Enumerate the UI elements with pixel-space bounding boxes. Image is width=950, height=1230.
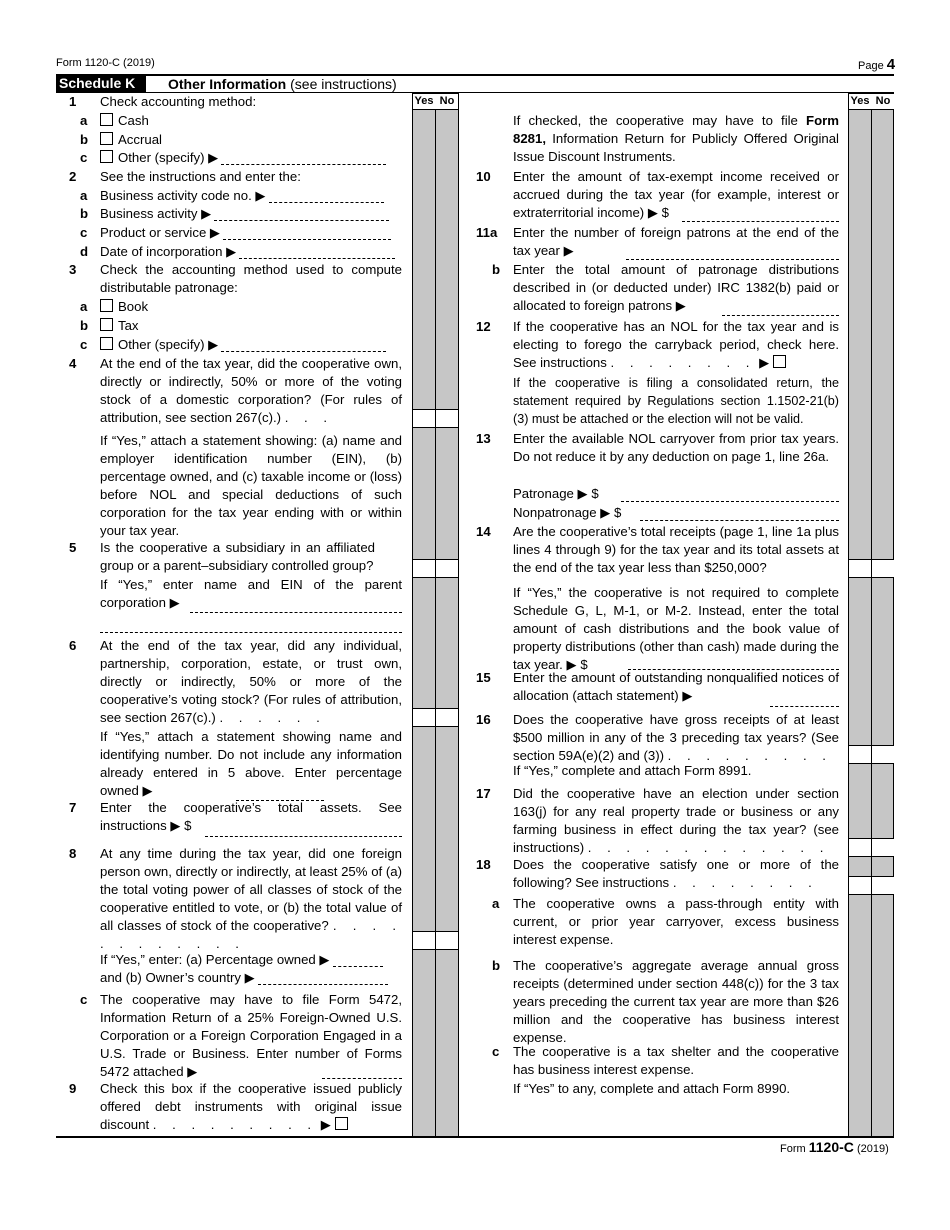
line-2b-field[interactable]	[214, 207, 389, 221]
total-assets-field[interactable]	[205, 836, 402, 837]
nonpatronage-field[interactable]	[640, 520, 839, 521]
line-3b-tax[interactable]: Tax	[100, 317, 139, 335]
line-1a-cash[interactable]: Cash	[100, 112, 149, 130]
patronage-field[interactable]	[621, 501, 839, 502]
line-9-text: Check this box if the cooperative issued publicly offered debt instruments with original issue discount . . . . . . . . . ▶	[100, 1081, 402, 1132]
parent-name-field[interactable]	[190, 612, 402, 613]
line-4-text: At the end of the tax year, did the cooperative own, directly or indirectly, 50% or more of the voting stock of a domestic corporation? (For rules of attribution, see section 267(c).) . . .	[100, 356, 402, 425]
line-11b-text: Enter the total amount of patronage distributions described in (or deducted under) IRC 1382(b) paid or allocated to foreign patrons ▶	[513, 262, 839, 313]
line-15-text: Enter the amount of outstanding nonqualified notices of allocation (attach statement) ▶	[513, 670, 839, 703]
line-8-text: At any time during the tax year, did one foreign person own, directly or indirectly, at least 25% of (a) the total voting power of all classes of stock of the cooperative entitled to vote, or (b) the total value of all classes of stock of the cooperative? . . . . . . . . . . . .	[100, 846, 402, 951]
tax-exempt-income-field[interactable]	[682, 221, 839, 222]
line-12-text: If the cooperative has an NOL for the tax year and is electing to forego the carryback period, check here. See instructions . . . . . . . . ▶	[513, 319, 839, 370]
forms-5472-count-field[interactable]	[322, 1078, 402, 1079]
line-16-text: Does the cooperative have gross receipts of at least $500 million in any of the 3 preceding tax years? (See section 59A(e)(2) and (3)) . . . . . . . . .	[513, 712, 839, 763]
schedule-tag: Schedule K	[56, 75, 146, 92]
line-4-note: If “Yes,” attach a statement showing: (a) name and employer identification number (EIN), (b) percentage owned, and (c) taxable income or (loss) before NOL and special deductions of such corporation for the tax year ending with or within your tax year.	[100, 433, 402, 538]
checkbox[interactable]	[100, 318, 113, 331]
line-2d[interactable]: Date of incorporation ▶	[100, 243, 395, 261]
line-18c-text: The cooperative is a tax shelter and the cooperative has business interest expense.	[513, 1044, 839, 1077]
left-no-header: No	[439, 95, 455, 107]
checkbox[interactable]	[100, 113, 113, 126]
line-18-text: Does the cooperative satisfy one or more of the following? See instructions . . . . . . . .	[513, 857, 839, 890]
line-13-patronage: Patronage ▶ $	[513, 486, 599, 501]
line-2c-field[interactable]	[223, 226, 391, 240]
line-18-note: If “Yes” to any, complete and attach Form 8990.	[513, 1081, 791, 1096]
line-5-text: Is the cooperative a subsidiary in an affiliated group or a parent–subsidiary controlled group?	[100, 540, 375, 573]
line-9-continuation: If checked, the cooperative may have to file Form 8281, Information Return for Publicly Offered Original Issue Discount Instruments.	[513, 113, 839, 164]
line-11a-text: Enter the number of foreign patrons at the end of the tax year ▶	[513, 225, 839, 258]
nonqualified-notices-field[interactable]	[770, 706, 839, 707]
line-1c-other[interactable]: Other (specify) ▶	[100, 149, 386, 167]
line-12-note: If the cooperative is filing a consolidated return, the statement required by Regulations section 1.1502-21(b)(3) must be attached or the election will not be valid.	[513, 376, 839, 426]
line-12-checkbox[interactable]	[773, 355, 786, 368]
line-18a-text: The cooperative owns a pass-through entity with current, or prior year carryover, excess business interest expense.	[513, 896, 839, 947]
line-17-text: Did the cooperative have an election under section 163(j) for any real property trade or business or any farming business in effect during the tax year? (see instructions) . . . . . . . . . . . . .	[513, 786, 839, 855]
right-no-header: No	[875, 95, 891, 107]
line-1-number: 1	[69, 94, 77, 109]
parent-ein-field[interactable]	[100, 632, 402, 633]
line-1c-field[interactable]	[221, 151, 386, 165]
line-18b-text: The cooperative’s aggregate average annual gross receipts (determined under section 448(c)) for the 3 tax years preceding the current tax year are more than $26 million and the cooperative has business interest expense.	[513, 958, 839, 1045]
line-9-checkbox[interactable]	[335, 1117, 348, 1130]
schedule-title: Other Information (see instructions)	[168, 76, 397, 92]
right-yes-header: Yes	[850, 95, 870, 107]
line-2a-field[interactable]	[269, 189, 384, 203]
line-3-text: Check the accounting method used to compute distributable patronage:	[100, 262, 402, 295]
line-6-text: At the end of the tax year, did any individual, partnership, corporation, estate, or trust own, directly or indirectly, 50% or more of the cooperative’s voting stock? (For rules of attribution, see section 267(c).) . . . . . .	[100, 638, 402, 725]
line-2a[interactable]: Business activity code no. ▶	[100, 187, 384, 205]
line-1b-accrual[interactable]: Accrual	[100, 131, 162, 149]
checkbox[interactable]	[100, 150, 113, 163]
line-8c-text: The cooperative may have to file Form 5472, Information Return of a 25% Foreign-Owned U.S. Corporation or a Foreign Corporation Engaged in a U.S. Trade or Business. Enter number of Forms 5472 attached ▶	[100, 992, 402, 1079]
owner-country-field[interactable]	[258, 971, 388, 985]
line-2b[interactable]: Business activity ▶	[100, 205, 389, 223]
checkbox[interactable]	[100, 337, 113, 350]
line-6-note: If “Yes,” attach a statement showing name and identifying number. Do not include any information already entered in 5 above. Enter percentage owned ▶	[100, 729, 402, 798]
page-number: Page 4	[858, 56, 896, 73]
line-2-text: See the instructions and enter the:	[100, 169, 301, 184]
checkbox[interactable]	[100, 299, 113, 312]
form-id-header: Form 1120-C (2019)	[56, 57, 155, 69]
line-1-text: Check accounting method:	[100, 94, 257, 109]
line-13-text: Enter the available NOL carryover from prior tax years. Do not reduce it by any deduction on page 1, line 26a.	[513, 431, 839, 464]
checkbox[interactable]	[100, 132, 113, 145]
form-footer: Form 1120-C (2019)	[780, 1139, 889, 1155]
line-8-note-a: If “Yes,” enter: (a) Percentage owned ▶	[100, 951, 383, 969]
line-2d-field[interactable]	[239, 245, 395, 259]
left-yes-header: Yes	[414, 95, 434, 107]
line-14-text: Are the cooperative’s total receipts (page 1, line 1a plus lines 4 through 9) for the tax year and its total assets at the end of the tax year less than $250,000?	[513, 524, 839, 575]
line-3a-book[interactable]: Book	[100, 298, 148, 316]
foreign-patrons-field[interactable]	[626, 259, 839, 260]
line-3c-field[interactable]	[221, 338, 386, 352]
line-13-nonpatronage: Nonpatronage ▶ $	[513, 505, 622, 520]
line-2c[interactable]: Product or service ▶	[100, 224, 391, 242]
patronage-distributions-field[interactable]	[722, 315, 839, 316]
line-7-text: Enter the cooperative’s total assets. See instructions ▶ $	[100, 800, 402, 833]
line-3c-other[interactable]: Other (specify) ▶	[100, 336, 386, 354]
line-8-note-b: and (b) Owner’s country ▶	[100, 969, 388, 987]
line-16-note: If “Yes,” complete and attach Form 8991.	[513, 763, 752, 778]
line-5-note: If “Yes,” enter name and EIN of the parent corporation ▶	[100, 577, 402, 610]
foreign-percentage-field[interactable]	[333, 953, 383, 967]
line-14-note: If “Yes,” the cooperative is not required to complete Schedule G, L, M-1, or M-2. Instead, enter the total amount of cash distributions and the book value of property distributions (other than cash) made during the tax year. ▶ $	[513, 585, 839, 672]
line-10-text: Enter the amount of tax-exempt income received or accrued during the tax year (for example, interest or extraterritorial income) ▶ $	[513, 169, 839, 220]
